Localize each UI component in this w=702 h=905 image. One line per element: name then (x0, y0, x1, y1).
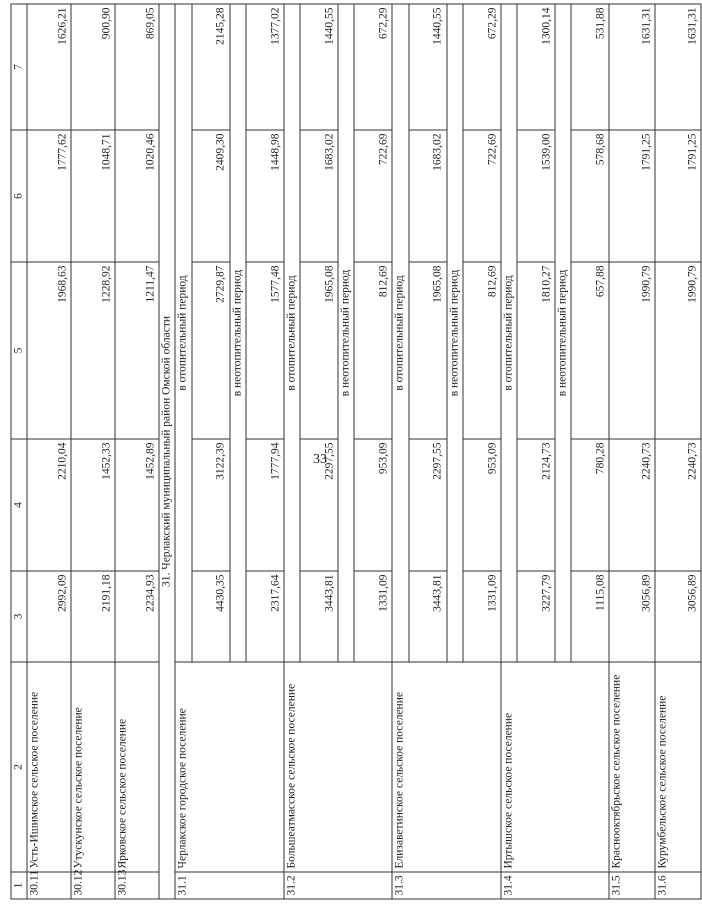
heating-value: 1810,27 (517, 262, 555, 439)
row-number: 31.5 (609, 872, 655, 899)
heating-value: 2297,55 (300, 439, 338, 571)
nonheating-value: 1331,09 (354, 571, 392, 662)
column-header: 5 (11, 262, 27, 439)
tariff-value: 3056,89 (655, 571, 701, 662)
heating-value: 3122,39 (192, 439, 230, 571)
heating-period-label: в отопительный период (501, 4, 517, 662)
nonheating-value: 953,09 (463, 439, 501, 571)
tariff-value: 2234,93 (115, 571, 159, 662)
tariff-value: 1048,71 (71, 130, 115, 262)
column-header: 4 (11, 439, 27, 571)
period-row (284, 4, 300, 899)
nonheating-period-label: в неотопительный период (555, 4, 571, 662)
settlement-name: Иртышское сельское поселение (501, 662, 609, 872)
column-header: 7 (11, 4, 27, 130)
tariff-value: 1990,79 (655, 262, 701, 439)
tariff-value: 900,90 (71, 4, 115, 130)
heating-period-label: в отопительный период (175, 4, 191, 662)
nonheating-value: 722,69 (354, 130, 392, 262)
settlement-name: Усть-Ишимское сельское поселение (27, 662, 71, 872)
heating-value: 2124,73 (517, 439, 555, 571)
tariff-value: 2210,04 (27, 439, 71, 571)
nonheating-value: 812,69 (354, 262, 392, 439)
tariff-value: 3056,89 (609, 571, 655, 662)
tariff-value: 1990,79 (609, 262, 655, 439)
row-number: 30.12 (71, 872, 115, 899)
row-number: 31.6 (655, 872, 701, 899)
nonheating-period-label: в неотопительный период (230, 4, 246, 662)
tariff-value: 1020,46 (115, 130, 159, 262)
heating-period-label: в отопительный период (284, 4, 300, 662)
nonheating-value: 672,29 (463, 4, 501, 130)
column-header: 2 (11, 662, 27, 872)
tariff-value: 1228,92 (71, 262, 115, 439)
settlement-name: Черлакское городское поселение (175, 662, 283, 872)
heating-value: 3443,81 (409, 571, 447, 662)
nonheating-value: 953,09 (354, 439, 392, 571)
heating-period-label: в отопительный период (392, 4, 408, 662)
tariff-value: 1631,31 (609, 4, 655, 130)
rotated-table-container (11, 5, 699, 900)
period-row (501, 4, 517, 899)
heating-value: 1683,02 (300, 130, 338, 262)
column-header: 6 (11, 130, 27, 262)
heating-value: 3443,81 (300, 571, 338, 662)
row-number: 31.4 (501, 872, 609, 899)
nonheating-period-label: в неотопительный период (338, 4, 354, 662)
nonheating-period-label: в неотопительный период (447, 4, 463, 662)
heating-value: 2729,87 (192, 262, 230, 439)
row-number: 31.1 (175, 872, 283, 899)
nonheating-value: 1331,09 (463, 571, 501, 662)
tariff-value: 1777,62 (27, 130, 71, 262)
heating-value: 1539,00 (517, 130, 555, 262)
nonheating-value: 657,88 (571, 262, 609, 439)
tariff-value: 1791,25 (609, 130, 655, 262)
nonheating-value: 780,28 (571, 439, 609, 571)
column-header: 1 (11, 872, 27, 899)
row-number: 31.3 (392, 872, 500, 899)
period-row (175, 4, 191, 899)
tariff-value: 1211,47 (115, 262, 159, 439)
column-header: 3 (11, 571, 27, 662)
heating-value: 1683,02 (409, 130, 447, 262)
nonheating-value: 1377,02 (246, 4, 284, 130)
period-row (392, 4, 408, 899)
section-title: 31. Черлакский муниципальный район Омской области (159, 4, 175, 899)
tariff-value: 1626,21 (27, 4, 71, 130)
tariff-value: 869,05 (115, 4, 159, 130)
tariff-table (11, 4, 702, 900)
nonheating-value: 531,88 (571, 4, 609, 130)
settlement-name: Ярковское сельское поселение (115, 662, 159, 872)
nonheating-value: 1115,08 (571, 571, 609, 662)
nonheating-value: 1448,98 (246, 130, 284, 262)
tariff-value: 2240,73 (609, 439, 655, 571)
tariff-value: 1452,33 (71, 439, 115, 571)
nonheating-value: 1577,48 (246, 262, 284, 439)
page-number: 33 (313, 452, 327, 467)
table-row (27, 4, 71, 899)
settlement-name: Елизаветинское сельское поселение (392, 662, 500, 872)
tariff-value: 1452,89 (115, 439, 159, 571)
table-row (655, 4, 701, 899)
table-row (609, 4, 655, 899)
tariff-value: 2191,18 (71, 571, 115, 662)
nonheating-value: 2317,64 (246, 571, 284, 662)
tariff-value: 1968,63 (27, 262, 71, 439)
nonheating-value: 722,69 (463, 130, 501, 262)
heating-value: 1965,08 (300, 262, 338, 439)
table-header-row (11, 4, 27, 899)
row-number: 31.2 (284, 872, 392, 899)
heating-value: 1300,14 (517, 4, 555, 130)
row-number: 30.11 (27, 872, 71, 899)
heating-value: 2145,28 (192, 4, 230, 130)
heating-value: 3227,79 (517, 571, 555, 662)
settlement-name: Курумбельское сельское поселение (655, 662, 701, 872)
nonheating-value: 812,69 (463, 262, 501, 439)
heating-value: 1440,55 (409, 4, 447, 130)
nonheating-value: 578,68 (571, 130, 609, 262)
settlement-name: Утускунское сельское поселение (71, 662, 115, 872)
heating-value: 2409,30 (192, 130, 230, 262)
table-row (115, 4, 159, 899)
settlement-name: Красноoктябрьское сельское поселение (609, 662, 655, 872)
settlement-name: Большеатмасское сельское поселение (284, 662, 392, 872)
heating-value: 4430,35 (192, 571, 230, 662)
heating-value: 2297,55 (409, 439, 447, 571)
tariff-value: 2240,73 (655, 439, 701, 571)
section-row (159, 4, 175, 899)
heating-value: 1965,08 (409, 262, 447, 439)
row-number: 30.13 (115, 872, 159, 899)
tariff-value: 2992,09 (27, 571, 71, 662)
heating-value: 1440,55 (300, 4, 338, 130)
tariff-value: 1791,25 (655, 130, 701, 262)
nonheating-value: 1777,94 (246, 439, 284, 571)
tariff-value: 1631,31 (655, 4, 701, 130)
nonheating-value: 672,29 (354, 4, 392, 130)
table-row (71, 4, 115, 899)
